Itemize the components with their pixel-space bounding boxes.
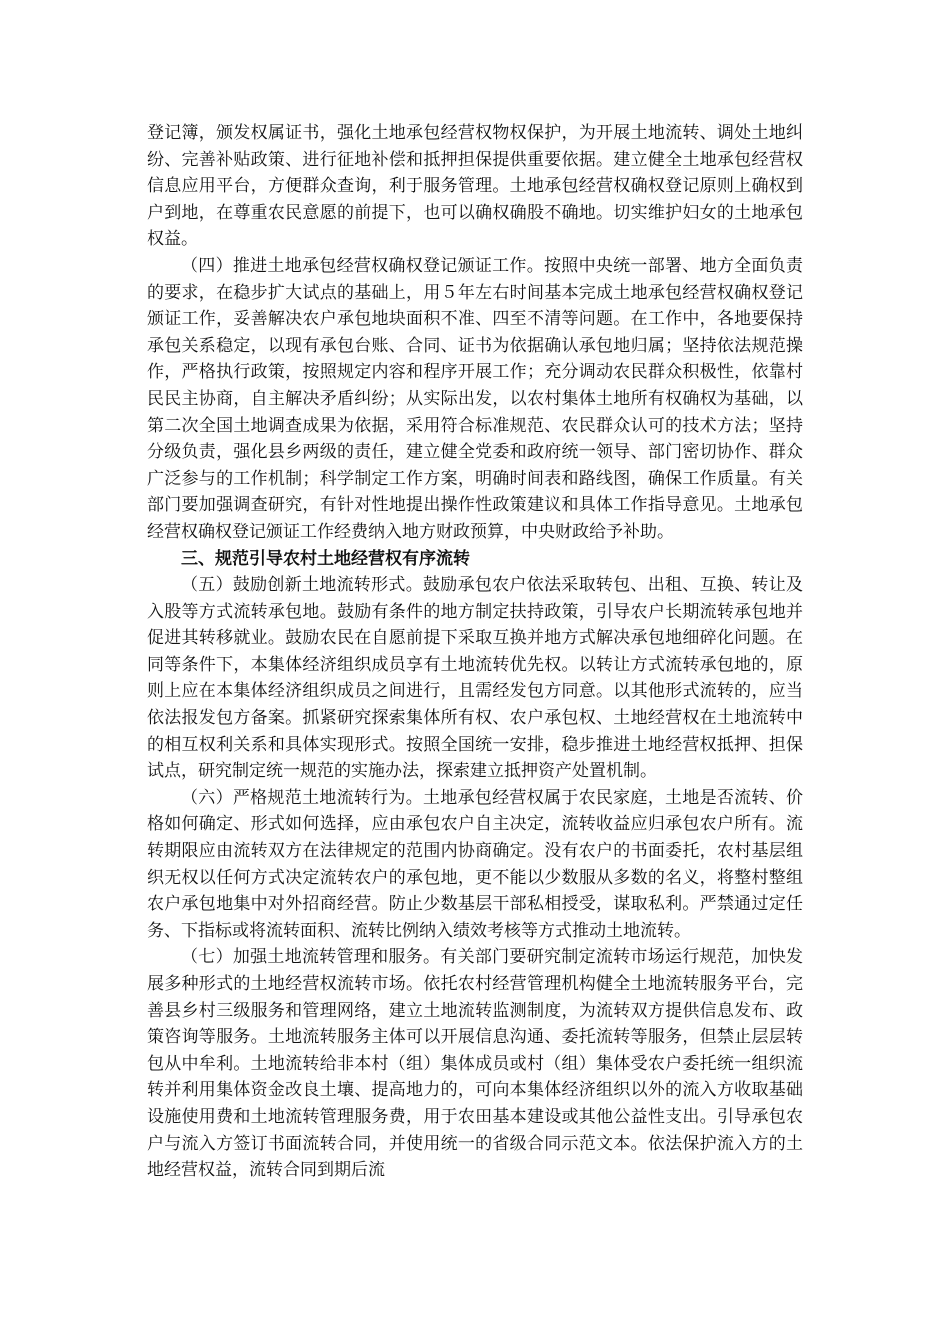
paragraph-item-4: （四）推进土地承包经营权确权登记颁证工作。按照中央统一部署、地方全面负责的要求，在稳步扩大试点的基础上，用５年左右时间基本完成土地承包经营权确权登记颁证工作，妥善解决农户承包地块面积不准、四至不清等问题。在工作中，各地要保持承包关系稳定，以现有承包台账、合同、证书为依据确认承包地归属；坚持依法规范操作，严格执行政策，按照规定内容和程序开展工作；充分调动农民群众积极性，依靠村民民主协商，自主解决矛盾纠纷；从实际出发，以农村集体土地所有权确权为基础，以第二次全国土地调查成果为依据，采用符合标准规范、农民群众认可的技术方法；坚持分级负责，强化县乡两级的责任，建立健全党委和政府统一领导、部门密切协作、群众广泛参与的工作机制；科学制定工作方案，明确时间表和路线图，确保工作质量。有关部门要加强调查研究，有针对性地提出操作性政策建议和具体工作指导意见。土地承包经营权确权登记颁证工作经费纳入地方财政预算，中央财政给予补助。 (147, 255, 803, 542)
document-body (147, 120, 803, 1184)
paragraph-item-6: （六）严格规范土地流转行为。土地承包经营权属于农民家庭，土地是否流转、价格如何确定、形式如何选择，应由承包农户自主决定，流转收益应归承包农户所有。流转期限应由流转双方在法律规定的范围内协商确定。没有农户的书面委托，农村基层组织无权以任何方式决定流转农户的承包地，更不能以少数服从多数的名义，将整村整组农户承包地集中对外招商经营。防止少数基层干部私相授受，谋取私利。严禁通过定任务、下指标或将流转面积、流转比例纳入绩效考核等方式推动土地流转。 (147, 787, 803, 941)
paragraph-item-7: （七）加强土地流转管理和服务。有关部门要研究制定流转市场运行规范，加快发展多种形式的土地经营权流转市场。依托农村经营管理机构健全土地流转服务平台，完善县乡村三级服务和管理网络，建立土地流转监测制度，为流转双方提供信息发布、政策咨询等服务。土地流转服务主体可以开展信息沟通、委托流转等服务，但禁止层层转包从中牟利。土地流转给非本村（组）集体成员或村（组）集体受农户委托统一组织流转并利用集体资金改良土壤、提高地力的，可向本集体经济组织以外的流入方收取基础设施使用费和土地流转管理服务费，用于农田基本建设或其他公益性支出。引导承包农户与流入方签订书面流转合同，并使用统一的省级合同示范文本。依法保护流入方的土地经营权益，流转合同到期后流 (147, 947, 803, 1181)
paragraph-item-5: （五）鼓励创新土地流转形式。鼓励承包农户依法采取转包、出租、互换、转让及入股等方式流转承包地。鼓励有条件的地方制定扶持政策，引导农户长期流转承包地并促进其转移就业。鼓励农民在自愿前提下采取互换并地方式解决承包地细碎化问题。在同等条件下，本集体经济组织成员享有土地流转优先权。以转让方式流转承包地的，原则上应在本集体经济组织成员之间进行，且需经发包方同意。以其他形式流转的，应当依法报发包方备案。抓紧研究探索集体所有权、农户承包权、土地经营权在土地流转中的相互权利关系和具体实现形式。按照全国统一安排，稳步推进土地经营权抵押、担保试点，研究制定统一规范的实施办法，探索建立抵押资产处置机制。 (147, 575, 803, 782)
section-heading-3: 三、规范引导农村土地经营权有序流转 (181, 548, 470, 569)
paragraph-registration-continued: 登记簿，颁发权属证书，强化土地承包经营权物权保护，为开展土地流转、调处土地纠纷、完善补贴政策、进行征地补偿和抵押担保提供重要依据。建立健全土地承包经营权信息应用平台，方便群众查询，利于服务管理。土地承包经营权确权登记原则上确权到户到地，在尊重农民意愿的前提下，也可以确权确股不确地。切实维护妇女的土地承包权益。 (147, 123, 803, 250)
